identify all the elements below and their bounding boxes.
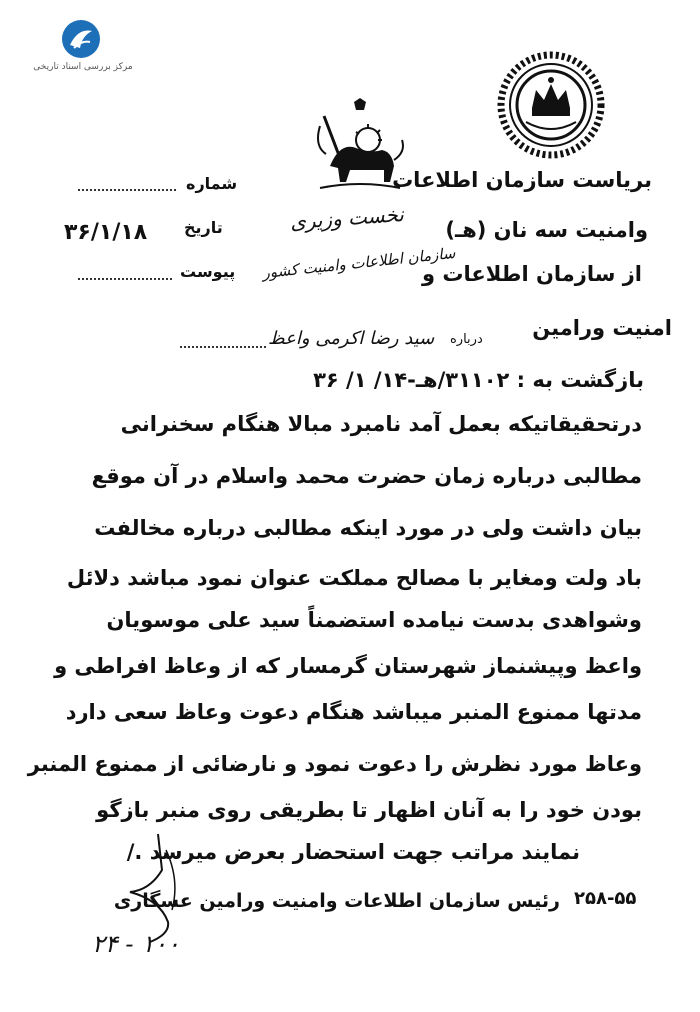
- body-line-1: درتحقیقاتیکه بعمل آمد نامبرد مبالا هنگام سخنرانی: [120, 412, 642, 436]
- body-line-5: وشواهدی بدست نیامده استضمناً سید علی موسویان: [106, 608, 642, 632]
- body-line-2: مطالبی درباره زمان حضرت محمد واسلام در آن موقع: [91, 464, 642, 488]
- number-label: شماره: [186, 174, 238, 193]
- sender-line: امنیت ورامین: [532, 316, 672, 340]
- reference-line: بازگشت به : ۳۱۱۰۲/هـ-۱۴/ ۱/ ۳۶: [313, 368, 644, 392]
- subject-dotline: [180, 346, 266, 348]
- signature-line: رئیس سازمان اطلاعات وامنیت ورامین عسگاری: [113, 890, 560, 912]
- date-value: ۳۶/۱/۱۸: [64, 220, 148, 245]
- prime-ministry-stamp: نخست وزیری: [289, 202, 405, 234]
- security-line: وامنیت سه نان (هـ): [445, 218, 648, 242]
- royal-crown-seal-icon: [496, 50, 606, 160]
- body-line-10: نمایند مراتب جهت استحضار بعرض میرسد ./: [126, 840, 580, 864]
- subject-label: درباره: [450, 332, 483, 347]
- archive-logo-icon: [60, 18, 102, 60]
- number-field: [78, 189, 176, 191]
- attachment-field: [78, 278, 172, 280]
- presidency-line: بریاست سازمان اطلاعات: [392, 168, 652, 192]
- footer-code: ۲۵۸-۵۵: [574, 888, 637, 909]
- body-line-6: واعظ وپیشنماز شهرستان گرمسار که از وعاظ افراطی و: [54, 654, 642, 678]
- body-line-9: بودن خود را به آنان اظهار تا بطریقی روی منبر بازگو: [96, 798, 642, 822]
- date-label: تاریخ: [184, 218, 223, 237]
- body-line-7: مدتها ممنوع المنبر میباشد هنگام دعوت وعاظ سعی دارد: [65, 700, 642, 724]
- body-line-8: وعاظ مورد نظرش را دعوت نمود و نارضائی از ممنوع المنبر: [27, 752, 642, 776]
- subject-value: سید رضا اکرمی واعظ: [268, 328, 435, 349]
- attachment-label: پیوست: [180, 262, 236, 281]
- watermark-caption: مرکز بررسی اسناد تاریخی: [33, 62, 133, 72]
- from-line: از سازمان اطلاعات و: [422, 262, 642, 286]
- body-line-4: باد ولت ومغایر با مصالح مملکت عنوان نمود مباشد دلائل: [66, 566, 642, 590]
- from-handwritten: سازمان اطلاعات وامنیت کشور: [261, 243, 457, 283]
- body-line-3: بیان داشت ولی در مورد اینکه مطالبی درباره مخالفت: [94, 516, 642, 540]
- handwritten-number: ۲۴ - ۱۰۰: [92, 930, 180, 958]
- archive-watermark: [28, 18, 138, 80]
